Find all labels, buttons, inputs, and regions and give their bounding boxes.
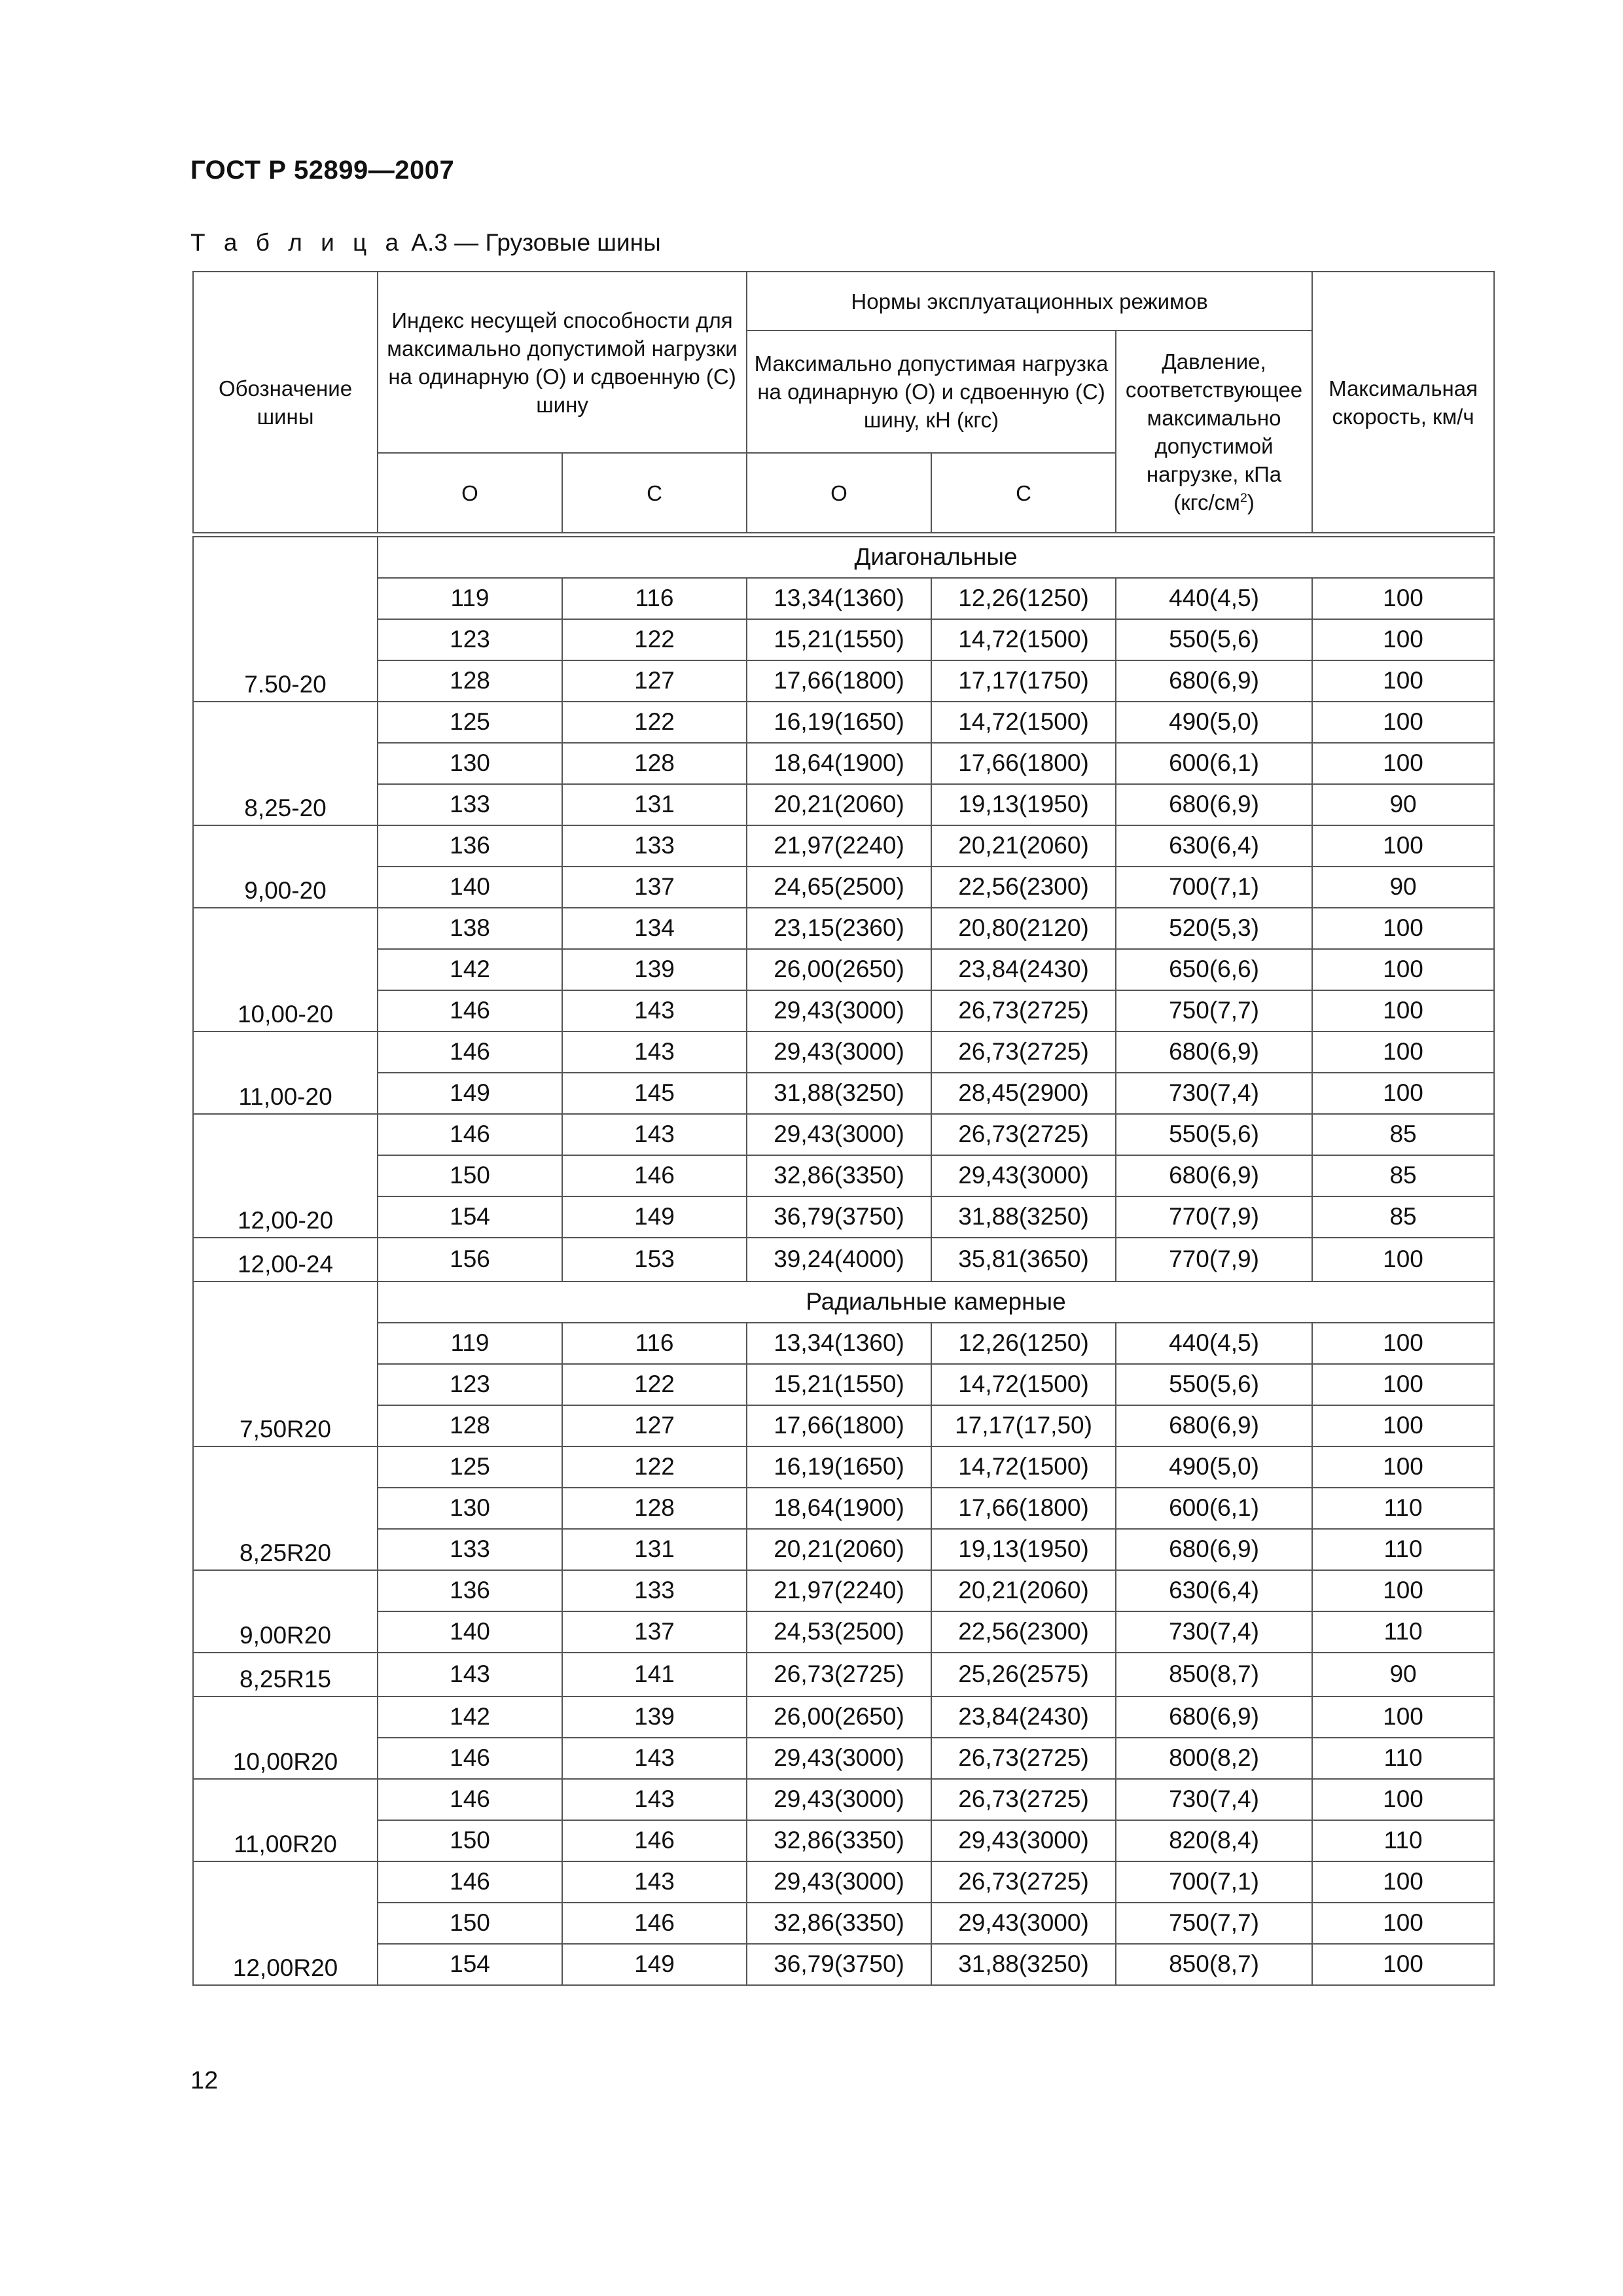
cell-pressure: 850(8,7) (1116, 1944, 1312, 1985)
cell-pressure: 490(5,0) (1116, 702, 1312, 743)
cell-max-speed: 100 (1312, 1570, 1494, 1611)
cell-load-index-o: 143 (378, 1653, 562, 1696)
cell-pressure: 680(6,9) (1116, 1155, 1312, 1196)
header-load-c: С (931, 453, 1116, 533)
cell-pressure: 440(4,5) (1116, 578, 1312, 619)
cell-max-load-o: 16,19(1650) (747, 1446, 931, 1488)
cell-max-speed: 100 (1312, 1779, 1494, 1820)
cell-max-load-c: 14,72(1500) (931, 1446, 1116, 1488)
cell-pressure: 730(7,4) (1116, 1611, 1312, 1653)
cell-max-load-c: 20,80(2120) (931, 908, 1116, 949)
cell-load-index-c: 131 (562, 1529, 747, 1570)
cell-load-index-o: 138 (378, 908, 562, 949)
cell-max-speed: 100 (1312, 702, 1494, 743)
tire-designation: 10,00-20 (193, 908, 378, 1031)
cell-load-index-o: 146 (378, 1114, 562, 1155)
tire-designation: 12,00R20 (193, 1861, 378, 1985)
cell-load-index-o: 150 (378, 1903, 562, 1944)
header-pressure (1116, 331, 1312, 533)
cell-max-speed: 110 (1312, 1488, 1494, 1529)
cell-load-index-c: 153 (562, 1238, 747, 1282)
table-row (193, 1903, 1494, 1944)
cell-load-index-c: 116 (562, 578, 747, 619)
cell-load-index-c: 143 (562, 1779, 747, 1820)
cell-max-speed: 110 (1312, 1529, 1494, 1570)
header-pressure-unit-sup: 2 (1240, 490, 1247, 505)
cell-max-load-o: 36,79(3750) (747, 1196, 931, 1238)
cell-max-load-o: 32,86(3350) (747, 1903, 931, 1944)
cell-max-load-c: 26,73(2725) (931, 990, 1116, 1031)
header-pressure-unit: (кгс/см (1173, 490, 1240, 514)
cell-load-index-o: 146 (378, 1031, 562, 1073)
table-row (193, 908, 1494, 949)
cell-load-index-o: 156 (378, 1238, 562, 1282)
cell-load-index-o: 154 (378, 1944, 562, 1985)
cell-max-speed: 90 (1312, 867, 1494, 908)
cell-load-index-c: 131 (562, 784, 747, 825)
cell-load-index-c: 149 (562, 1944, 747, 1985)
cell-max-speed: 100 (1312, 990, 1494, 1031)
cell-pressure: 680(6,9) (1116, 1031, 1312, 1073)
cell-max-speed: 110 (1312, 1820, 1494, 1861)
cell-max-load-o: 17,66(1800) (747, 1405, 931, 1446)
section-row (193, 1282, 1494, 1323)
cell-max-load-o: 32,86(3350) (747, 1155, 931, 1196)
cell-max-load-c: 14,72(1500) (931, 1364, 1116, 1405)
cell-pressure: 600(6,1) (1116, 743, 1312, 784)
cell-pressure: 700(7,1) (1116, 867, 1312, 908)
cell-load-index-o: 136 (378, 825, 562, 867)
cell-max-speed: 100 (1312, 908, 1494, 949)
cell-max-load-c: 29,43(3000) (931, 1820, 1116, 1861)
cell-max-load-c: 31,88(3250) (931, 1944, 1116, 1985)
table-row (193, 784, 1494, 825)
cell-max-speed: 100 (1312, 1073, 1494, 1114)
header-load-o: О (747, 453, 931, 533)
cell-load-index-c: 137 (562, 867, 747, 908)
page-number: 12 (190, 2067, 219, 2094)
cell-max-load-c: 22,56(2300) (931, 867, 1116, 908)
cell-load-index-o: 149 (378, 1073, 562, 1114)
table-row (193, 990, 1494, 1031)
cell-max-load-c: 20,21(2060) (931, 825, 1116, 867)
cell-pressure: 600(6,1) (1116, 1488, 1312, 1529)
cell-max-speed: 110 (1312, 1611, 1494, 1653)
cell-max-load-o: 26,73(2725) (747, 1653, 931, 1696)
table-row (193, 1653, 1494, 1696)
table-row (193, 578, 1494, 619)
cell-pressure: 750(7,7) (1116, 1903, 1312, 1944)
cell-load-index-o: 140 (378, 1611, 562, 1653)
cell-load-index-o: 150 (378, 1155, 562, 1196)
cell-max-speed: 100 (1312, 1323, 1494, 1364)
section-row (193, 537, 1494, 578)
table-row (193, 1114, 1494, 1155)
cell-load-index-c: 143 (562, 1861, 747, 1903)
cell-max-speed: 100 (1312, 619, 1494, 660)
cell-load-index-o: 125 (378, 1446, 562, 1488)
cell-max-load-c: 23,84(2430) (931, 1696, 1116, 1738)
cell-max-load-c: 20,21(2060) (931, 1570, 1116, 1611)
table-row (193, 1779, 1494, 1820)
tire-designation: 7,50R20 (193, 1282, 378, 1446)
cell-load-index-c: 127 (562, 660, 747, 702)
cell-max-load-o: 18,64(1900) (747, 743, 931, 784)
cell-max-load-o: 18,64(1900) (747, 1488, 931, 1529)
cell-max-load-o: 15,21(1550) (747, 619, 931, 660)
cell-max-speed: 100 (1312, 660, 1494, 702)
cell-load-index-c: 146 (562, 1820, 747, 1861)
cell-load-index-c: 128 (562, 743, 747, 784)
cell-load-index-o: 154 (378, 1196, 562, 1238)
table-row (193, 1820, 1494, 1861)
cell-load-index-o: 128 (378, 660, 562, 702)
cell-max-speed: 100 (1312, 1944, 1494, 1985)
cell-max-load-o: 23,15(2360) (747, 908, 931, 949)
cell-load-index-o: 123 (378, 1364, 562, 1405)
cell-load-index-o: 146 (378, 1738, 562, 1779)
tire-designation: 9,00-20 (193, 825, 378, 908)
cell-max-speed: 85 (1312, 1155, 1494, 1196)
cell-pressure: 730(7,4) (1116, 1073, 1312, 1114)
cell-max-speed: 85 (1312, 1196, 1494, 1238)
cell-max-speed: 90 (1312, 1653, 1494, 1696)
cell-pressure: 770(7,9) (1116, 1238, 1312, 1282)
cell-max-load-c: 14,72(1500) (931, 619, 1116, 660)
cell-max-load-o: 20,21(2060) (747, 784, 931, 825)
cell-pressure: 550(5,6) (1116, 619, 1312, 660)
cell-max-load-c: 17,17(17,50) (931, 1405, 1116, 1446)
cell-load-index-c: 122 (562, 1364, 747, 1405)
table-row (193, 619, 1494, 660)
tire-designation: 12,00-24 (193, 1238, 378, 1282)
cell-max-speed: 100 (1312, 578, 1494, 619)
table-row (193, 1364, 1494, 1405)
table-row (193, 1196, 1494, 1238)
tire-table (192, 271, 1495, 1986)
tire-designation: 12,00-20 (193, 1114, 378, 1238)
cell-load-index-c: 145 (562, 1073, 747, 1114)
cell-load-index-c: 122 (562, 1446, 747, 1488)
table-caption-title: А.3 — Грузовые шины (411, 229, 661, 256)
cell-max-load-c: 26,73(2725) (931, 1738, 1116, 1779)
cell-max-speed: 100 (1312, 1696, 1494, 1738)
cell-max-load-o: 21,97(2240) (747, 1570, 931, 1611)
cell-pressure: 770(7,9) (1116, 1196, 1312, 1238)
cell-max-load-c: 23,84(2430) (931, 949, 1116, 990)
cell-max-speed: 100 (1312, 1903, 1494, 1944)
header-index-c: С (562, 453, 747, 533)
cell-load-index-c: 146 (562, 1903, 747, 1944)
cell-max-load-o: 29,43(3000) (747, 1779, 931, 1820)
cell-max-load-o: 32,86(3350) (747, 1820, 931, 1861)
cell-max-speed: 100 (1312, 949, 1494, 990)
cell-max-speed: 100 (1312, 825, 1494, 867)
cell-max-load-c: 19,13(1950) (931, 784, 1116, 825)
header-max-load: Максимально допустимая нагрузка на одинарную (О) и сдвоенную (С) шину, кН (кгс) (747, 331, 1116, 453)
cell-pressure: 630(6,4) (1116, 825, 1312, 867)
cell-max-load-c: 26,73(2725) (931, 1861, 1116, 1903)
cell-max-load-c: 12,26(1250) (931, 1323, 1116, 1364)
header-index-o: О (378, 453, 562, 533)
cell-load-index-c: 141 (562, 1653, 747, 1696)
table-row (193, 949, 1494, 990)
cell-max-load-c: 29,43(3000) (931, 1903, 1116, 1944)
cell-max-load-c: 25,26(2575) (931, 1653, 1116, 1696)
tire-designation: 11,00-20 (193, 1031, 378, 1114)
cell-max-load-c: 28,45(2900) (931, 1073, 1116, 1114)
cell-pressure: 700(7,1) (1116, 1861, 1312, 1903)
tire-designation: 8,25R15 (193, 1653, 378, 1696)
cell-max-load-c: 19,13(1950) (931, 1529, 1116, 1570)
cell-load-index-o: 123 (378, 619, 562, 660)
table-row (193, 1738, 1494, 1779)
table-row (193, 702, 1494, 743)
cell-load-index-o: 146 (378, 990, 562, 1031)
table-row (193, 1323, 1494, 1364)
cell-max-load-c: 26,73(2725) (931, 1114, 1116, 1155)
cell-pressure: 680(6,9) (1116, 1696, 1312, 1738)
table-row (193, 1446, 1494, 1488)
tire-designation: 7.50-20 (193, 537, 378, 702)
cell-max-load-c: 29,43(3000) (931, 1155, 1116, 1196)
cell-pressure: 650(6,6) (1116, 949, 1312, 990)
table-row (193, 1529, 1494, 1570)
document-header: ГОСТ Р 52899—2007 (190, 156, 455, 185)
cell-max-speed: 85 (1312, 1114, 1494, 1155)
cell-max-speed: 100 (1312, 743, 1494, 784)
cell-max-load-c: 17,66(1800) (931, 743, 1116, 784)
cell-pressure: 730(7,4) (1116, 1779, 1312, 1820)
table-row (193, 743, 1494, 784)
header-load-index: Индекс несущей способности для максимально допустимой нагрузки на одинарную (О) и сдвоенную (С) шину (378, 272, 747, 453)
cell-max-load-o: 20,21(2060) (747, 1529, 931, 1570)
cell-pressure: 550(5,6) (1116, 1114, 1312, 1155)
cell-load-index-o: 133 (378, 1529, 562, 1570)
cell-pressure: 550(5,6) (1116, 1364, 1312, 1405)
cell-load-index-c: 122 (562, 619, 747, 660)
cell-load-index-c: 133 (562, 825, 747, 867)
cell-max-load-c: 17,17(1750) (931, 660, 1116, 702)
cell-max-load-c: 26,73(2725) (931, 1779, 1116, 1820)
table-row (193, 867, 1494, 908)
cell-load-index-c: 116 (562, 1323, 747, 1364)
cell-load-index-c: 122 (562, 702, 747, 743)
cell-max-load-o: 26,00(2650) (747, 1696, 931, 1738)
cell-load-index-c: 133 (562, 1570, 747, 1611)
cell-load-index-o: 128 (378, 1405, 562, 1446)
table-row (193, 1155, 1494, 1196)
cell-pressure: 630(6,4) (1116, 1570, 1312, 1611)
cell-max-speed: 100 (1312, 1861, 1494, 1903)
cell-load-index-c: 137 (562, 1611, 747, 1653)
table-caption-label: Т а б л и ц а (190, 229, 405, 256)
cell-load-index-c: 143 (562, 1031, 747, 1073)
cell-load-index-o: 150 (378, 1820, 562, 1861)
cell-load-index-c: 146 (562, 1155, 747, 1196)
cell-max-load-o: 29,43(3000) (747, 990, 931, 1031)
table-row (193, 660, 1494, 702)
cell-load-index-o: 142 (378, 1696, 562, 1738)
cell-max-load-o: 21,97(2240) (747, 825, 931, 867)
cell-max-speed: 100 (1312, 1446, 1494, 1488)
cell-max-load-o: 31,88(3250) (747, 1073, 931, 1114)
cell-max-speed: 100 (1312, 1364, 1494, 1405)
cell-max-load-o: 29,43(3000) (747, 1031, 931, 1073)
cell-max-load-c: 26,73(2725) (931, 1031, 1116, 1073)
cell-max-load-o: 24,65(2500) (747, 867, 931, 908)
table-row (193, 1488, 1494, 1529)
cell-pressure: 490(5,0) (1116, 1446, 1312, 1488)
tire-designation: 11,00R20 (193, 1779, 378, 1861)
header-designation: Обозначение шины (193, 272, 378, 533)
cell-load-index-c: 143 (562, 990, 747, 1031)
cell-max-load-c: 14,72(1500) (931, 702, 1116, 743)
table-row (193, 1405, 1494, 1446)
cell-max-load-o: 15,21(1550) (747, 1364, 931, 1405)
cell-load-index-o: 119 (378, 578, 562, 619)
cell-max-load-o: 29,43(3000) (747, 1738, 931, 1779)
cell-max-load-o: 16,19(1650) (747, 702, 931, 743)
cell-pressure: 750(7,7) (1116, 990, 1312, 1031)
cell-max-speed: 100 (1312, 1031, 1494, 1073)
table-caption (190, 229, 661, 257)
cell-pressure: 680(6,9) (1116, 1529, 1312, 1570)
table-row (193, 1696, 1494, 1738)
cell-load-index-o: 133 (378, 784, 562, 825)
cell-load-index-c: 143 (562, 1114, 747, 1155)
header-operating-norms: Нормы эксплуатационных режимов (747, 272, 1312, 331)
cell-max-speed: 90 (1312, 784, 1494, 825)
cell-load-index-c: 128 (562, 1488, 747, 1529)
cell-pressure: 680(6,9) (1116, 1405, 1312, 1446)
tire-designation: 8,25R20 (193, 1446, 378, 1570)
cell-max-load-o: 39,24(4000) (747, 1238, 931, 1282)
tire-designation: 10,00R20 (193, 1696, 378, 1779)
cell-pressure: 680(6,9) (1116, 660, 1312, 702)
cell-load-index-c: 149 (562, 1196, 747, 1238)
cell-max-load-c: 35,81(3650) (931, 1238, 1116, 1282)
cell-load-index-o: 140 (378, 867, 562, 908)
table-row (193, 1073, 1494, 1114)
cell-max-load-o: 36,79(3750) (747, 1944, 931, 1985)
section-title: Радиальные камерные (378, 1282, 1494, 1323)
cell-load-index-c: 139 (562, 1696, 747, 1738)
cell-max-load-o: 13,34(1360) (747, 1323, 931, 1364)
cell-load-index-o: 130 (378, 743, 562, 784)
table-row (193, 1238, 1494, 1282)
cell-pressure: 440(4,5) (1116, 1323, 1312, 1364)
cell-max-load-o: 17,66(1800) (747, 660, 931, 702)
cell-max-load-o: 13,34(1360) (747, 578, 931, 619)
cell-max-load-c: 22,56(2300) (931, 1611, 1116, 1653)
cell-load-index-o: 146 (378, 1861, 562, 1903)
table-row (193, 1861, 1494, 1903)
cell-load-index-o: 136 (378, 1570, 562, 1611)
cell-max-speed: 110 (1312, 1738, 1494, 1779)
table-row (193, 1031, 1494, 1073)
table-row (193, 1570, 1494, 1611)
cell-load-index-c: 143 (562, 1738, 747, 1779)
cell-pressure: 520(5,3) (1116, 908, 1312, 949)
cell-load-index-c: 139 (562, 949, 747, 990)
cell-pressure: 800(8,2) (1116, 1738, 1312, 1779)
tire-designation: 9,00R20 (193, 1570, 378, 1653)
cell-pressure: 680(6,9) (1116, 784, 1312, 825)
table-row (193, 1944, 1494, 1985)
table-row (193, 1611, 1494, 1653)
cell-max-load-c: 12,26(1250) (931, 578, 1116, 619)
cell-pressure: 850(8,7) (1116, 1653, 1312, 1696)
cell-max-load-o: 24,53(2500) (747, 1611, 931, 1653)
cell-max-load-c: 31,88(3250) (931, 1196, 1116, 1238)
cell-load-index-c: 127 (562, 1405, 747, 1446)
cell-load-index-o: 146 (378, 1779, 562, 1820)
cell-max-speed: 100 (1312, 1238, 1494, 1282)
cell-pressure: 820(8,4) (1116, 1820, 1312, 1861)
cell-max-load-o: 29,43(3000) (747, 1861, 931, 1903)
cell-load-index-o: 119 (378, 1323, 562, 1364)
cell-load-index-c: 134 (562, 908, 747, 949)
section-title: Диагональные (378, 537, 1494, 578)
cell-max-speed: 100 (1312, 1405, 1494, 1446)
header-pressure-text: Давление, соответствующее максимально допустимой нагрузке, кПа (1125, 349, 1303, 486)
tire-designation: 8,25-20 (193, 702, 378, 825)
cell-max-load-o: 26,00(2650) (747, 949, 931, 990)
cell-load-index-o: 142 (378, 949, 562, 990)
cell-max-load-o: 29,43(3000) (747, 1114, 931, 1155)
cell-load-index-o: 130 (378, 1488, 562, 1529)
cell-load-index-o: 125 (378, 702, 562, 743)
header-max-speed: Максимальная скорость, км/ч (1312, 272, 1494, 533)
cell-max-load-c: 17,66(1800) (931, 1488, 1116, 1529)
header-pressure-unit-close: ) (1247, 490, 1255, 514)
table-row (193, 825, 1494, 867)
